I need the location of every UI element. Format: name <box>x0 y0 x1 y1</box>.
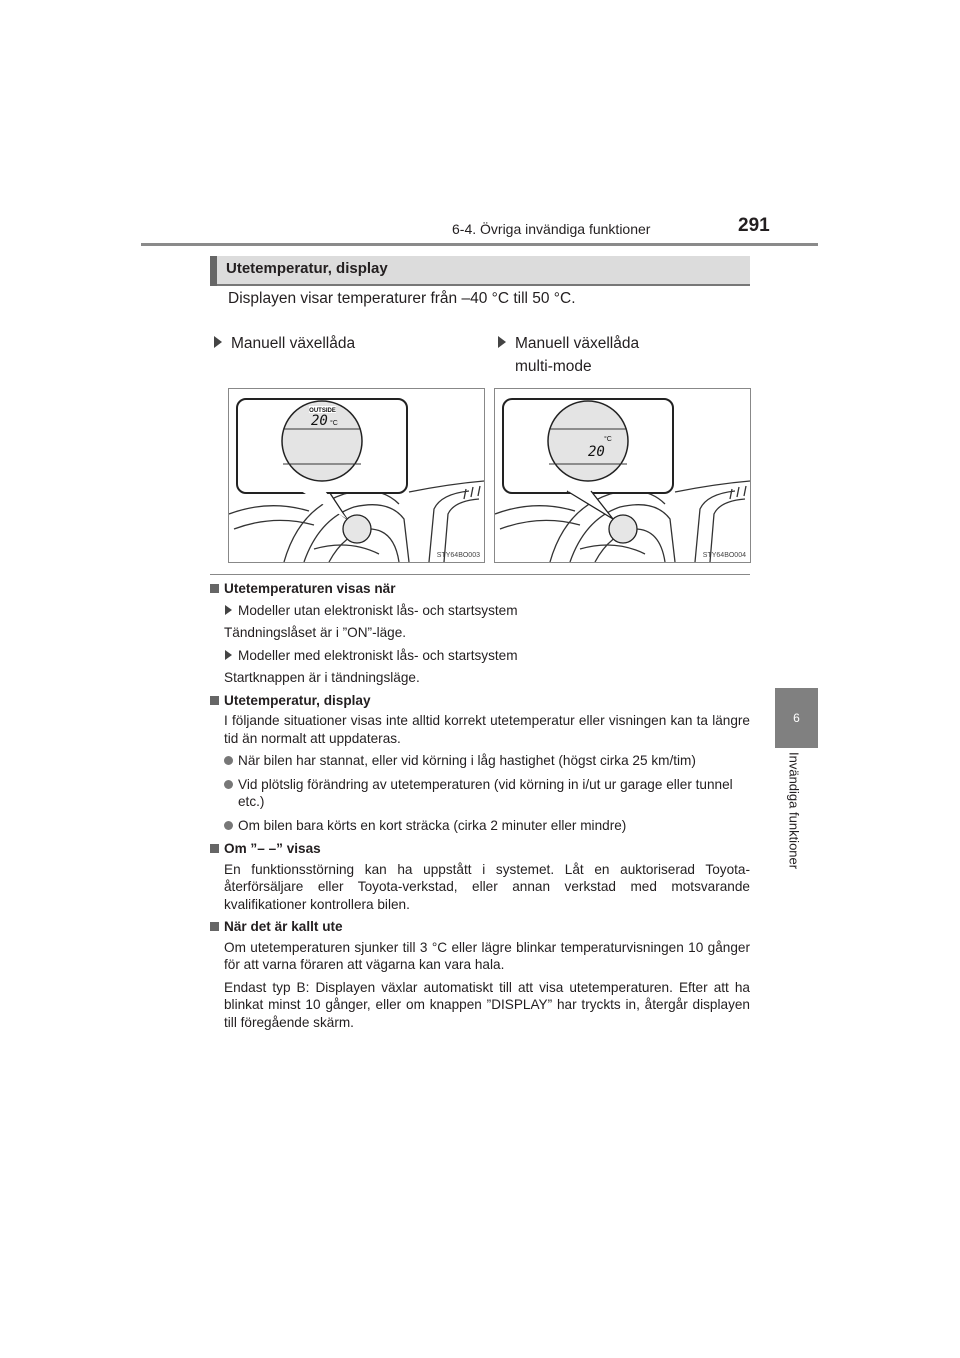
note-heading-dashes: Om ”– –” visas <box>210 840 750 858</box>
note-heading-display: Utetemperatur, display <box>210 692 750 710</box>
figure-divider <box>210 574 750 575</box>
figure-label-manual: Manuell växellåda <box>214 332 355 355</box>
multimode-temp-value: 20 <box>588 444 605 460</box>
note-text: Om utetemperaturen sjunker till 3 °C eller lägre blinkar temperaturvisningen 10 gånger för att varna föraren att vägarna kan vara hala. <box>224 939 750 972</box>
triangle-bullet-icon <box>214 336 222 348</box>
note-text: Endast typ B: Displayen växlar automatiskt till att visa utetemperaturen. Efter att ha blinkat minst 10 gånger, eller om knappen ”DISPLAY” har tryckts in, återgår displayen till föregående skärm. <box>224 979 750 1030</box>
section-title: Utetemperatur, display <box>226 260 388 277</box>
circle-bullet-icon <box>224 756 233 765</box>
figure-manual-display <box>228 388 485 563</box>
case-label: Modeller med elektroniskt lås- och startsystem <box>224 647 750 665</box>
square-bullet-icon <box>210 584 219 593</box>
chapter-label: Invändiga funktioner <box>786 752 802 870</box>
circle-bullet-icon <box>224 821 233 830</box>
note-text: En funktionsstörning kan ha uppstått i systemet. Låt en auktoriserad Toyota-återförsäljare eller Toyota-verkstad, eller annan verkstad med motsvarande kvalifikationer kontrollera bilen. <box>224 861 750 912</box>
figure-multimode-display <box>494 388 751 563</box>
multimode-temp-unit: °C <box>604 436 612 443</box>
dashboard-illustration <box>229 389 484 562</box>
figure-code: STY64BO003 <box>436 552 480 559</box>
page-number: 291 <box>738 215 770 236</box>
title-accent <box>210 256 217 286</box>
section-path: 6-4. Övriga invändiga funktioner <box>452 221 651 237</box>
triangle-bullet-icon <box>225 650 232 660</box>
chapter-number: 6 <box>793 711 800 725</box>
square-bullet-icon <box>210 844 219 853</box>
note-heading-shown-when: Utetemperaturen visas när <box>210 580 750 598</box>
list-item: Vid plötslig förändring av utetemperaturen (vid körning in i/ut ur garage eller tunnel etc.) <box>224 776 750 811</box>
note-heading-cold: När det är kallt ute <box>210 918 750 936</box>
square-bullet-icon <box>210 696 219 705</box>
list-item: Om bilen bara körts en kort sträcka (cirka 2 minuter eller mindre) <box>224 817 750 835</box>
outside-temp-value: 20 <box>311 413 328 429</box>
figure-label-multimode: Manuell växellåda multi-mode <box>498 332 639 378</box>
list-item: När bilen har stannat, eller vid körning i låg hastighet (högst cirka 25 km/tim) <box>224 752 750 770</box>
outside-temp-unit: °C <box>330 420 338 427</box>
section-title-bar <box>210 256 750 286</box>
notes-section <box>210 580 750 1036</box>
intro-text: Displayen visar temperaturer från –40 °C till 50 °C. <box>228 290 576 307</box>
case-text: Tändningslåset är i ”ON”-läge. <box>224 625 407 640</box>
chapter-tab[interactable] <box>775 688 818 748</box>
case-label: Modeller utan elektroniskt lås- och startsystem <box>224 602 750 620</box>
triangle-bullet-icon <box>498 336 506 348</box>
outside-caption: OUTSIDE <box>309 408 336 414</box>
triangle-bullet-icon <box>225 605 232 615</box>
dashboard-illustration <box>495 389 750 562</box>
figure-code: STY64BO004 <box>702 552 746 559</box>
header-divider <box>141 243 818 246</box>
square-bullet-icon <box>210 922 219 931</box>
case-text: Startknappen är i tändningsläge. <box>224 670 420 685</box>
note-text: I följande situationer visas inte alltid korrekt utetemperatur eller visningen kan ta längre tid än normalt att uppdateras. <box>224 713 750 746</box>
circle-bullet-icon <box>224 780 233 789</box>
